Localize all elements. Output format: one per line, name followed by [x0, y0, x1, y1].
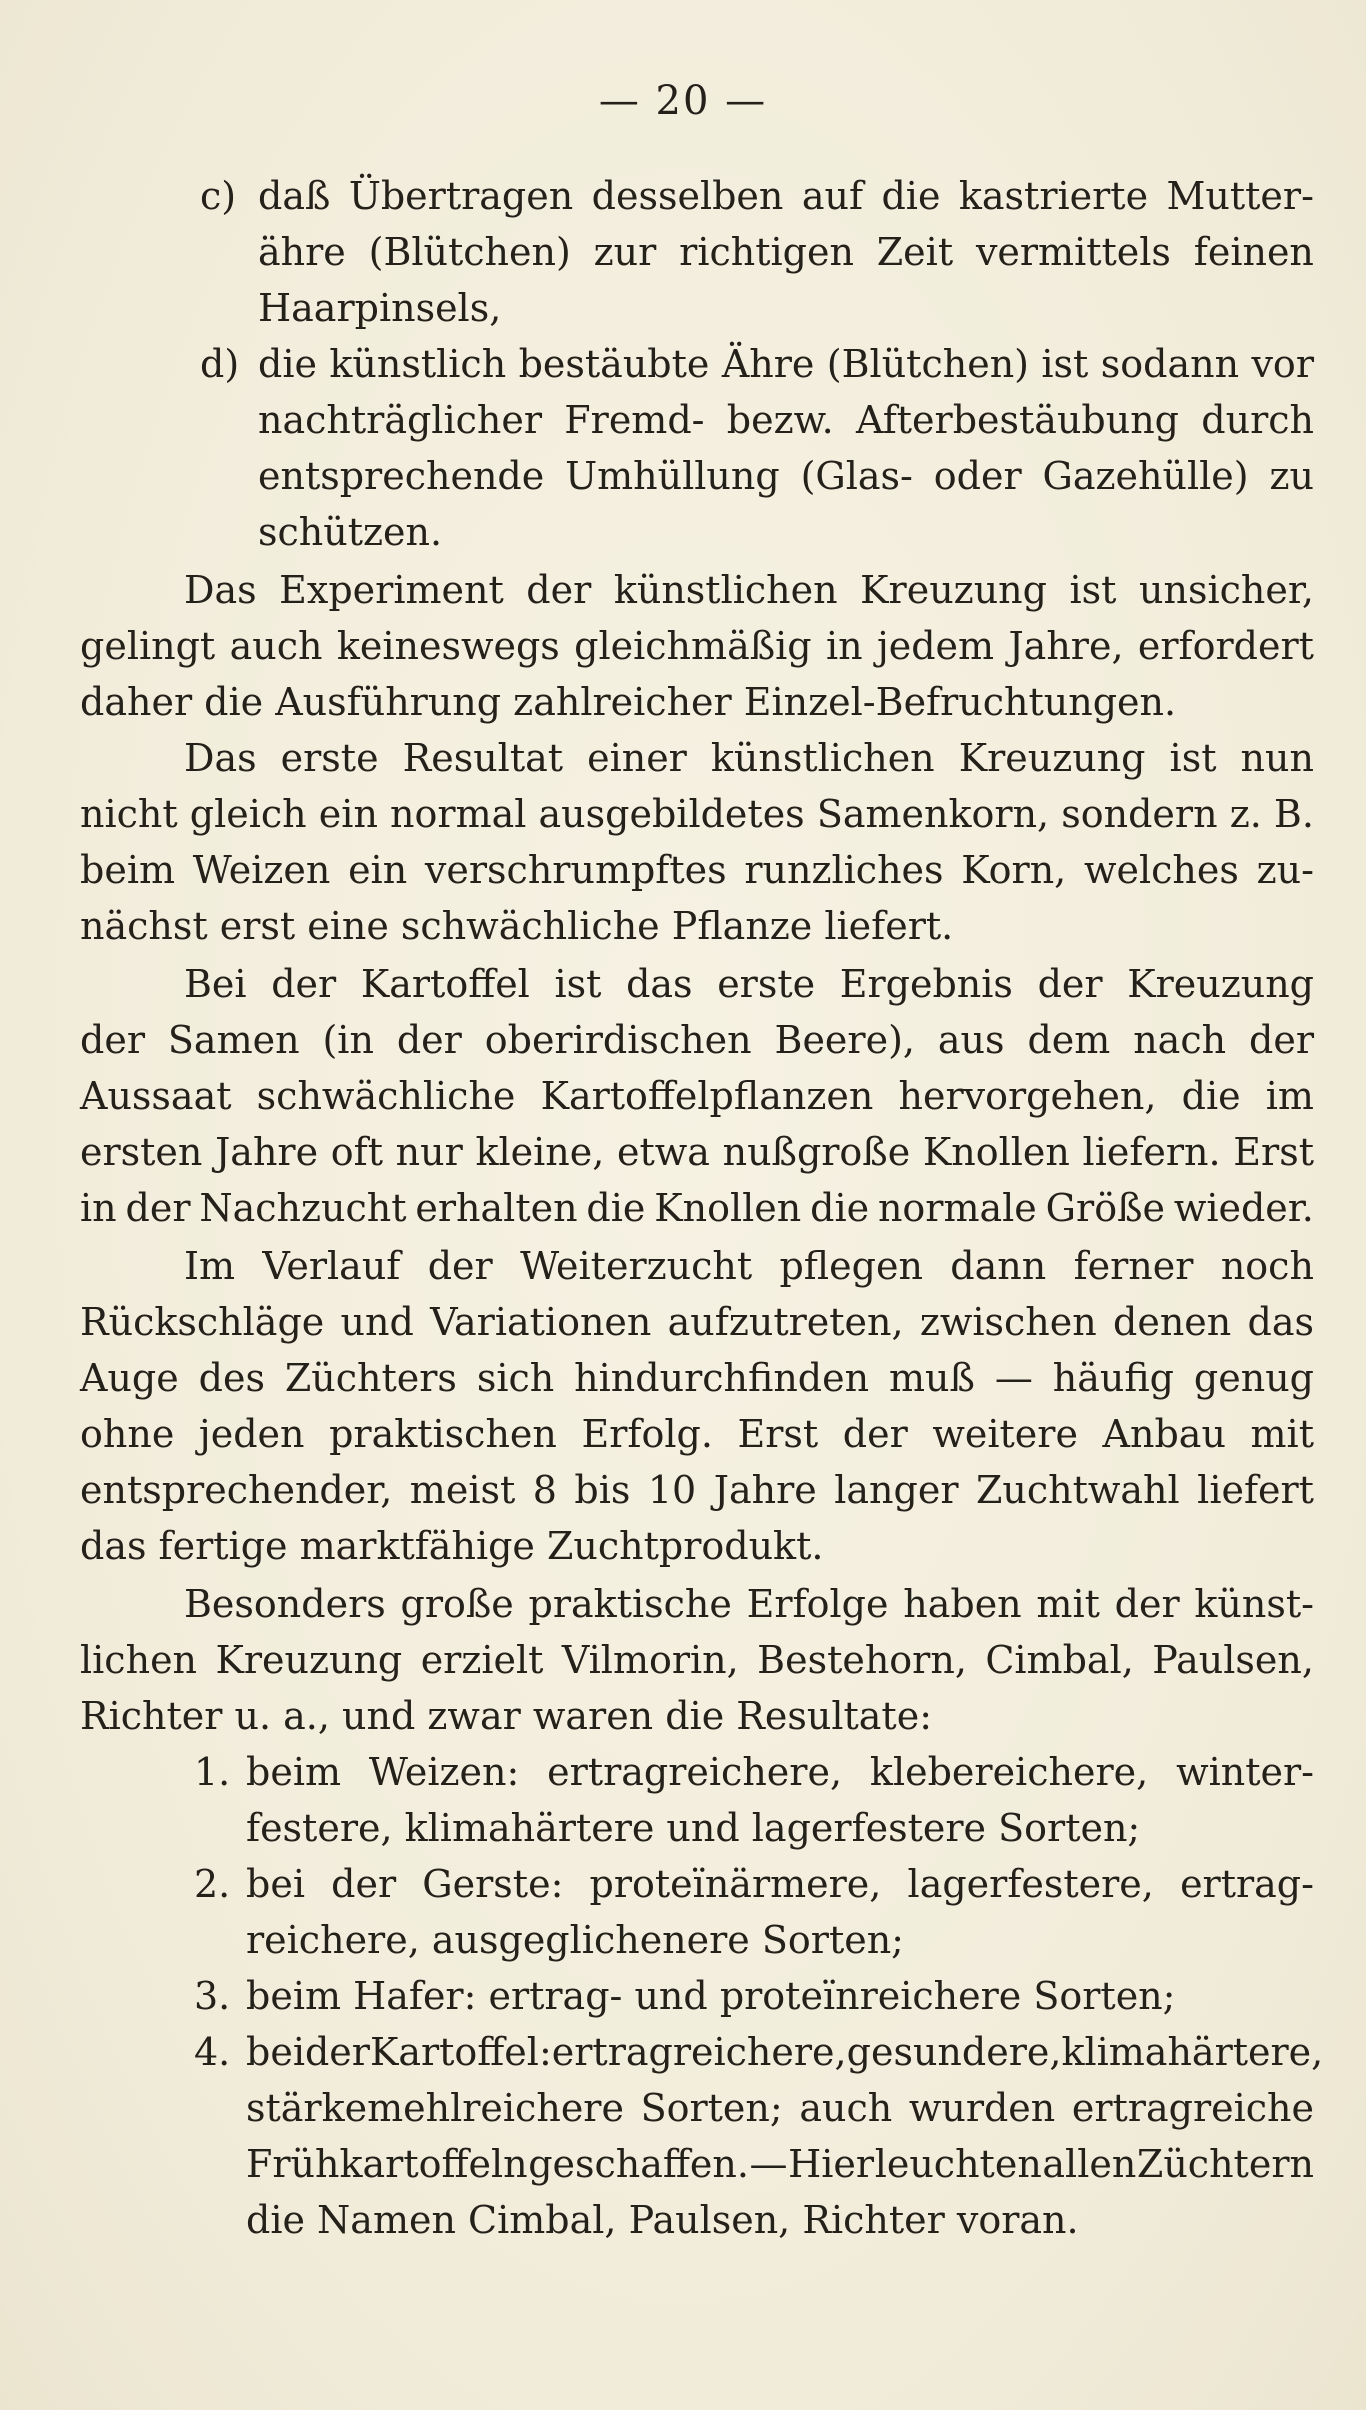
result-label-2: 2.	[194, 1862, 231, 1906]
item-c-line-1: daß Übertragen desselben auf die kastrierte Mutter-	[258, 174, 1314, 218]
paragraph-5-line-3: Richter u. a., und zwar waren die Resultate:	[80, 1694, 932, 1738]
item-d-line-2: nachträglicher Fremd- bezw. Afterbestäubung durch	[258, 398, 1314, 442]
paragraph-4-line-4: ohne jeden praktischen Erfolg. Erst der weitere Anbau mit	[80, 1412, 1314, 1456]
item-label-c: c)	[200, 174, 237, 218]
paragraph-4-line-1: Im Verlauf der Weiterzucht pflegen dann ferner noch	[184, 1244, 1314, 1288]
result-label-4: 4.	[194, 2030, 231, 2074]
paragraph-1-line-2: gelingt auch keineswegs gleichmäßig in jedem Jahre, erfordert	[80, 624, 1314, 668]
result-2-line-2: reichere, ausgeglichenere Sorten;	[246, 1918, 904, 1962]
paragraph-4-line-2: Rückschläge und Variationen aufzutreten, zwischen denen das	[80, 1300, 1314, 1344]
result-4-line-4: die Namen Cimbal, Paulsen, Richter voran.	[246, 2198, 1079, 2242]
paragraph-3-line-1: Bei der Kartoffel ist das erste Ergebnis der Kreuzung	[184, 962, 1314, 1006]
item-d-line-3: entsprechende Umhüllung (Glas- oder Gazehülle) zu	[258, 454, 1314, 498]
result-label-3: 3.	[194, 1974, 231, 2018]
item-c-line-3: Haarpinsels,	[258, 286, 502, 330]
paragraph-2-line-2: nicht gleich ein normal ausgebildetes Samenkorn, sondern z. B.	[80, 792, 1314, 836]
paragraph-3-line-4: ersten Jahre oft nur kleine, etwa nußgroße Knollen liefern. Erst	[80, 1130, 1314, 1174]
item-d-line-4: schützen.	[258, 510, 443, 554]
paragraph-3-line-5: in der Nachzucht erhalten die Knollen die normale Größe wieder.	[80, 1186, 1314, 1230]
paragraph-1-line-1: Das Experiment der künstlichen Kreuzung ist unsicher,	[184, 568, 1314, 612]
paragraph-5-line-1: Besonders große praktische Erfolge haben mit der künst-	[184, 1582, 1314, 1626]
item-label-d: d)	[200, 342, 240, 386]
result-4-line-3: Frühkartoffeln geschaffen. — Hier leuchten allen Züchtern	[246, 2142, 1314, 2186]
paragraph-1-line-3: daher die Ausführung zahlreicher Einzel-Befruchtungen.	[80, 680, 1177, 724]
result-4-line-2: stärkemehlreichere Sorten; auch wurden ertragreiche	[246, 2086, 1314, 2130]
result-1-line-1: beim Weizen: ertragreichere, klebereichere, winter-	[246, 1750, 1314, 1794]
paragraph-3-line-2: der Samen (in der oberirdischen Beere), aus dem nach der	[80, 1018, 1314, 1062]
result-2-line-1: bei der Gerste: proteïnärmere, lagerfestere, ertrag-	[246, 1862, 1314, 1906]
paragraph-5-line-2: lichen Kreuzung erzielt Vilmorin, Bestehorn, Cimbal, Paulsen,	[80, 1638, 1314, 1682]
paragraph-4-line-5: entsprechender, meist 8 bis 10 Jahre langer Zuchtwahl liefert	[80, 1468, 1314, 1512]
paragraph-3-line-3: Aussaat schwächliche Kartoffelpflanzen hervorgehen, die im	[80, 1074, 1314, 1118]
paragraph-2-line-1: Das erste Resultat einer künstlichen Kreuzung ist nun	[184, 736, 1314, 780]
paragraph-2-line-3: beim Weizen ein verschrumpftes runzliches Korn, welches zu-	[80, 848, 1314, 892]
item-d-line-1: die künstlich bestäubte Ähre (Blütchen) ist sodann vor	[258, 342, 1314, 386]
paragraph-2-line-4: nächst erst eine schwächliche Pflanze liefert.	[80, 904, 954, 948]
result-label-1: 1.	[194, 1750, 231, 1794]
page-number: — 20 —	[598, 78, 768, 124]
item-c-line-2: ähre (Blütchen) zur richtigen Zeit vermittels feinen	[258, 230, 1314, 274]
paragraph-4-line-6: das fertige marktfähige Zuchtprodukt.	[80, 1524, 824, 1568]
paragraph-4-line-3: Auge des Züchters sich hindurchfinden muß — häufig genug	[80, 1356, 1314, 1400]
result-3-line-1: beim Hafer: ertrag- und proteïnreichere Sorten;	[246, 1974, 1176, 2018]
result-1-line-2: festere, klimahärtere und lagerfestere Sorten;	[246, 1806, 1141, 1850]
result-4-line-1: bei der Kartoffel: ertragreichere, gesundere, klimahärtere,	[246, 2030, 1324, 2074]
